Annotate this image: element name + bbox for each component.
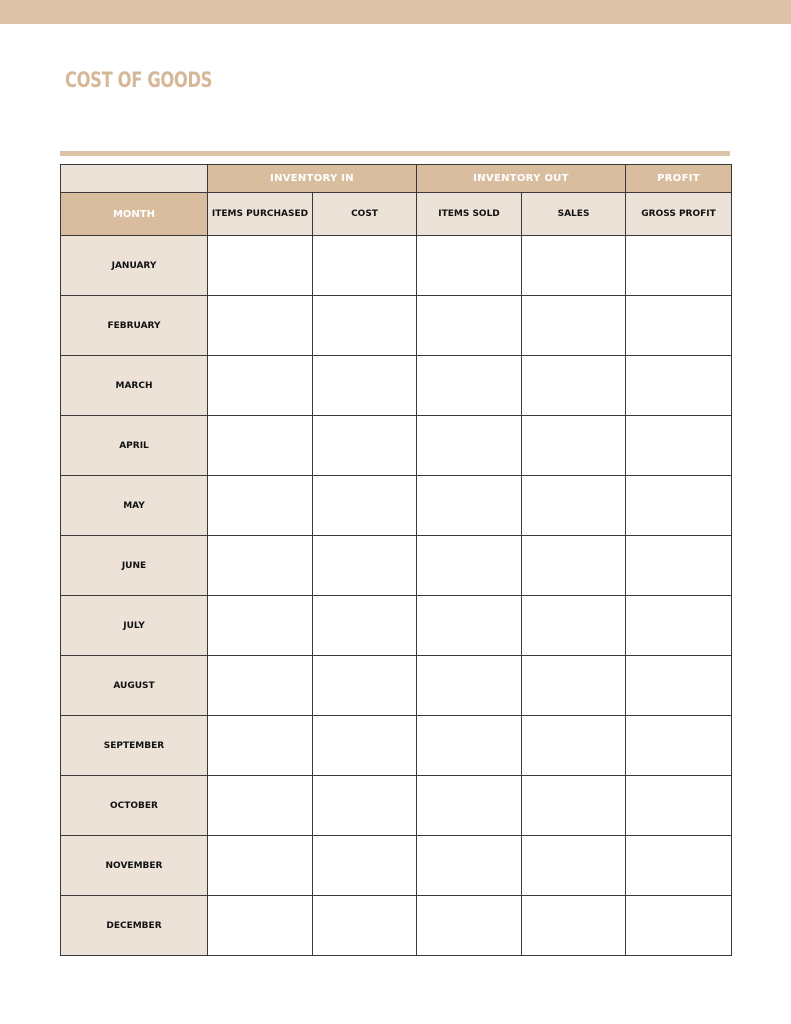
items-purchased-cell[interactable] [208, 536, 313, 596]
items-purchased-cell[interactable] [208, 356, 313, 416]
sales-cell[interactable] [522, 476, 626, 536]
cost-cell[interactable] [313, 476, 417, 536]
items-sold-cell[interactable] [417, 716, 522, 776]
sales-cell[interactable] [522, 776, 626, 836]
group-header-inventory-in: INVENTORY IN [208, 165, 417, 193]
gross-profit-cell[interactable] [626, 416, 732, 476]
month-label: JULY [61, 596, 208, 656]
month-label: NOVEMBER [61, 836, 208, 896]
table-row [61, 716, 732, 776]
sales-cell[interactable] [522, 416, 626, 476]
table-row [61, 896, 732, 956]
table-row [61, 416, 732, 476]
cost-cell[interactable] [313, 596, 417, 656]
gross-profit-cell[interactable] [626, 656, 732, 716]
items-sold-cell[interactable] [417, 536, 522, 596]
items-purchased-cell[interactable] [208, 296, 313, 356]
items-purchased-cell[interactable] [208, 716, 313, 776]
cost-cell[interactable] [313, 356, 417, 416]
items-purchased-cell[interactable] [208, 236, 313, 296]
table-row [61, 776, 732, 836]
column-header-month: MONTH [61, 193, 208, 236]
items-purchased-cell[interactable] [208, 476, 313, 536]
items-sold-cell[interactable] [417, 416, 522, 476]
sales-cell[interactable] [522, 296, 626, 356]
group-header-row [61, 165, 732, 193]
table-body [61, 236, 732, 956]
gross-profit-cell[interactable] [626, 476, 732, 536]
table-row [61, 656, 732, 716]
top-band [0, 0, 791, 24]
table-row [61, 476, 732, 536]
table-row [61, 236, 732, 296]
column-header-row [61, 193, 732, 236]
group-header-profit: PROFIT [626, 165, 732, 193]
month-label: DECEMBER [61, 896, 208, 956]
cost-cell[interactable] [313, 656, 417, 716]
items-sold-cell[interactable] [417, 476, 522, 536]
table-row [61, 296, 732, 356]
table-row [61, 536, 732, 596]
column-header-items-sold: ITEMS SOLD [417, 193, 522, 236]
cost-cell[interactable] [313, 236, 417, 296]
sales-cell[interactable] [522, 716, 626, 776]
gross-profit-cell[interactable] [626, 296, 732, 356]
gross-profit-cell[interactable] [626, 836, 732, 896]
month-label: JUNE [61, 536, 208, 596]
gross-profit-cell[interactable] [626, 536, 732, 596]
items-purchased-cell[interactable] [208, 416, 313, 476]
group-header-inventory-out: INVENTORY OUT [417, 165, 626, 193]
column-header-items-purchased: ITEMS PURCHASED [208, 193, 313, 236]
cost-cell[interactable] [313, 896, 417, 956]
sales-cell[interactable] [522, 836, 626, 896]
month-label: MAY [61, 476, 208, 536]
items-purchased-cell[interactable] [208, 896, 313, 956]
items-purchased-cell[interactable] [208, 596, 313, 656]
month-label: JANUARY [61, 236, 208, 296]
sales-cell[interactable] [522, 596, 626, 656]
table-row [61, 836, 732, 896]
cost-cell[interactable] [313, 296, 417, 356]
cost-of-goods-table [60, 164, 732, 956]
column-header-gross-profit: GROSS PROFIT [626, 193, 732, 236]
items-purchased-cell[interactable] [208, 656, 313, 716]
gross-profit-cell[interactable] [626, 236, 732, 296]
items-sold-cell[interactable] [417, 296, 522, 356]
items-sold-cell[interactable] [417, 776, 522, 836]
sales-cell[interactable] [522, 536, 626, 596]
cost-cell[interactable] [313, 536, 417, 596]
cost-cell[interactable] [313, 716, 417, 776]
items-sold-cell[interactable] [417, 836, 522, 896]
blank-corner-cell [61, 165, 208, 193]
gross-profit-cell[interactable] [626, 776, 732, 836]
month-label: SEPTEMBER [61, 716, 208, 776]
month-label: MARCH [61, 356, 208, 416]
month-label: FEBRUARY [61, 296, 208, 356]
column-header-cost: COST [313, 193, 417, 236]
items-sold-cell[interactable] [417, 896, 522, 956]
gross-profit-cell[interactable] [626, 896, 732, 956]
gross-profit-cell[interactable] [626, 356, 732, 416]
page-title: COST OF GOODS [65, 68, 213, 92]
items-sold-cell[interactable] [417, 356, 522, 416]
sales-cell[interactable] [522, 356, 626, 416]
items-sold-cell[interactable] [417, 236, 522, 296]
cost-cell[interactable] [313, 836, 417, 896]
table-row [61, 356, 732, 416]
month-label: APRIL [61, 416, 208, 476]
column-header-sales: SALES [522, 193, 626, 236]
items-sold-cell[interactable] [417, 596, 522, 656]
gross-profit-cell[interactable] [626, 596, 732, 656]
sales-cell[interactable] [522, 656, 626, 716]
month-label: AUGUST [61, 656, 208, 716]
sales-cell[interactable] [522, 236, 626, 296]
table-row [61, 596, 732, 656]
items-sold-cell[interactable] [417, 656, 522, 716]
month-label: OCTOBER [61, 776, 208, 836]
items-purchased-cell[interactable] [208, 836, 313, 896]
sales-cell[interactable] [522, 896, 626, 956]
cost-cell[interactable] [313, 776, 417, 836]
gross-profit-cell[interactable] [626, 716, 732, 776]
cost-cell[interactable] [313, 416, 417, 476]
title-divider [60, 151, 730, 156]
items-purchased-cell[interactable] [208, 776, 313, 836]
